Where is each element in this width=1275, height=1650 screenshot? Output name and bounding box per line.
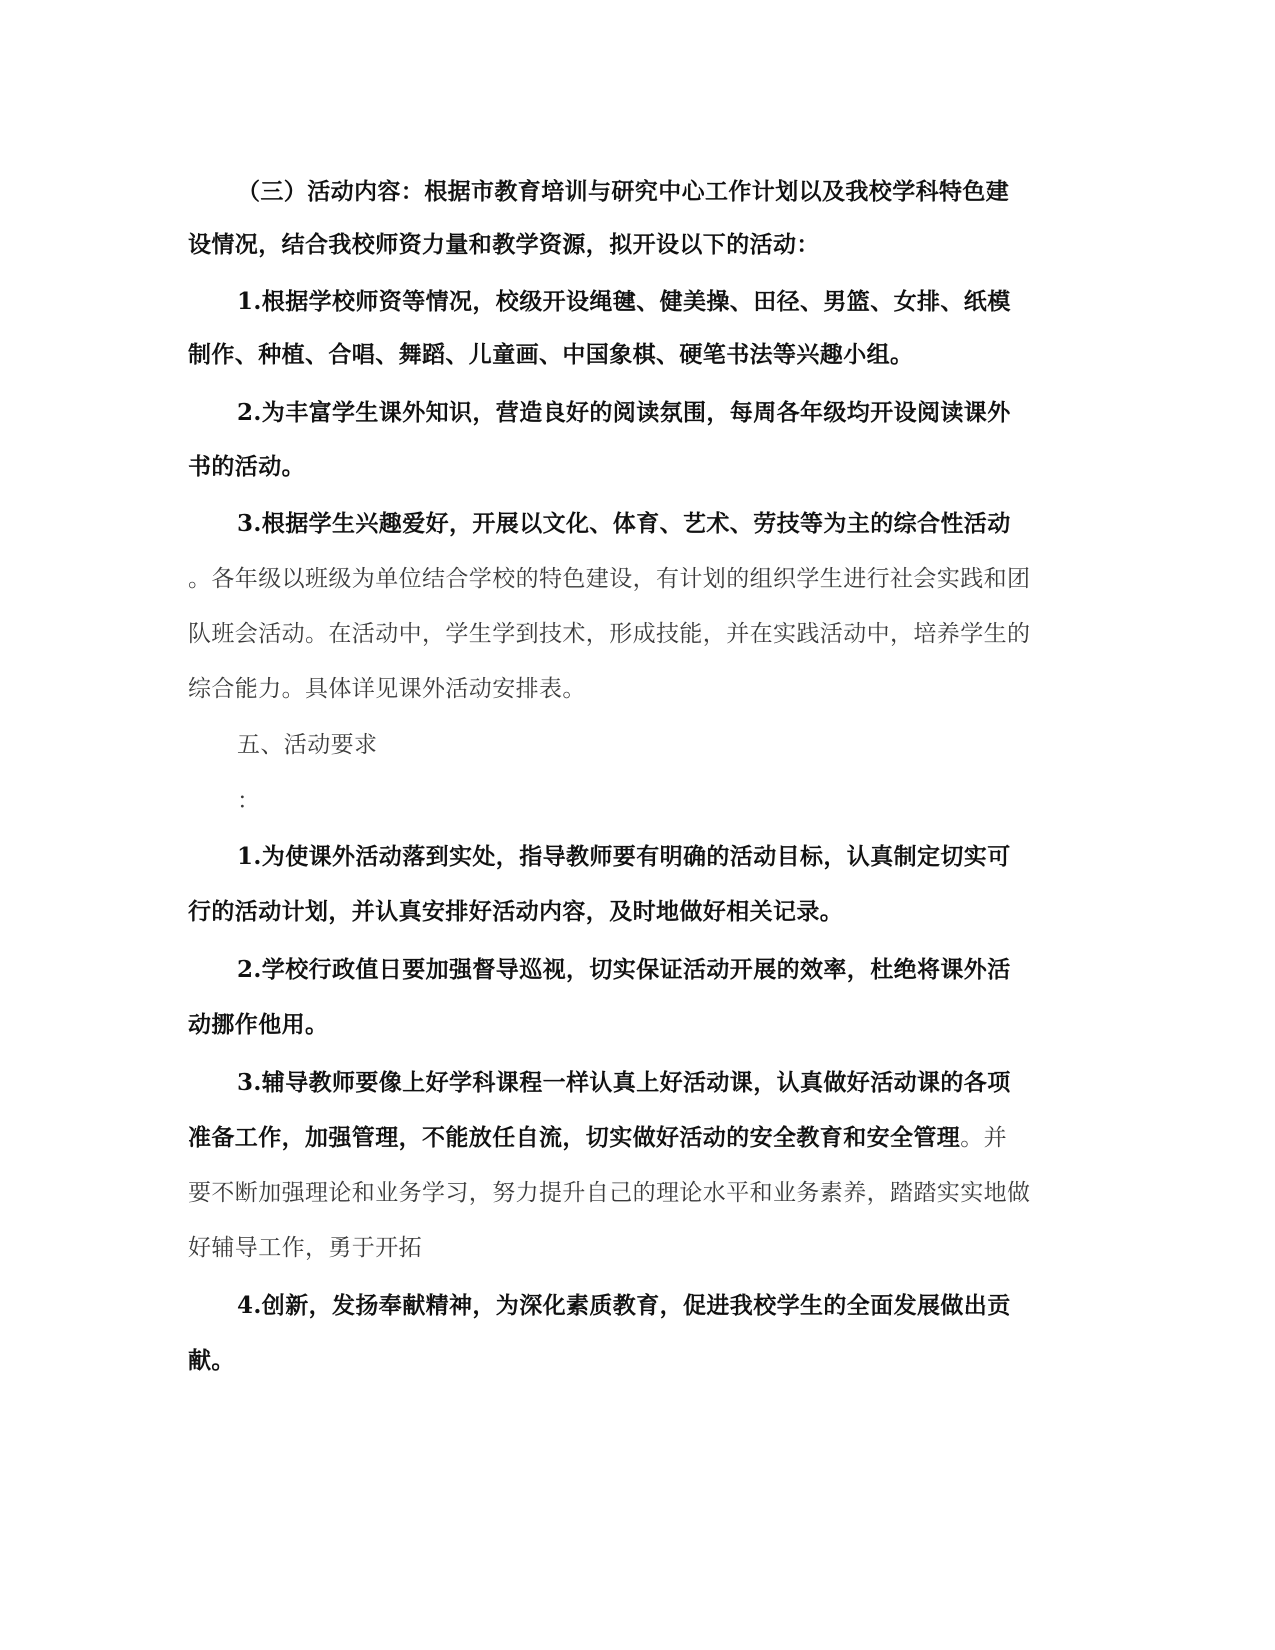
req-2-line-1: 2.学校行政值日要加强督导巡视，切实保证活动开展的效率，杜绝将课外活 — [237, 956, 1011, 983]
item-1-line-2: 制作、种植、合唱、舞蹈、儿童画、中国象棋、硬笔书法等兴趣小组。 — [188, 341, 914, 368]
item-3-line-4: 综合能力。具体详见课外活动安排表。 — [188, 676, 586, 702]
colon-line: ： — [237, 788, 261, 814]
item-2-line-2: 书的活动。 — [188, 453, 305, 480]
item-2-line-1: 2.为丰富学生课外知识，营造良好的阅读氛围，每周各年级均开设阅读课外 — [237, 399, 1011, 426]
paragraph-activity-content-line-2: 设情况，结合我校师资力量和教学资源，拟开设以下的活动： — [188, 231, 820, 258]
req-2-line-2: 动挪作他用。 — [188, 1011, 329, 1038]
req-4-line-1: 4.创新，发扬奉献精神，为深化素质教育，促进我校学生的全面发展做出贡 — [237, 1292, 1011, 1319]
item-1-line-1: 1.根据学校师资等情况，校级开设绳毽、健美操、田径、男篮、女排、纸模 — [237, 288, 1011, 315]
req-3-line-4: 好辅导工作，勇于开拓 — [188, 1235, 422, 1261]
req-4-line-2: 献。 — [188, 1347, 235, 1374]
item-3-line-3: 队班会活动。在活动中，学生学到技术，形成技能，并在实践活动中，培养学生的 — [188, 621, 1031, 647]
req-1-line-1: 1.为使课外活动落到实处，指导教师要有明确的活动目标，认真制定切实可 — [237, 843, 1011, 870]
req-3-line-2-bold: 准备工作，加强管理，不能放任自流，切实做好活动的安全教育和安全管理 — [188, 1124, 961, 1151]
paragraph-activity-content-line-1: （三）活动内容：根据市教育培训与研究中心工作计划以及我校学科特色建 — [237, 178, 1010, 205]
req-3-line-2 — [188, 1123, 1007, 1153]
req-1-line-2: 行的活动计划，并认真安排好活动内容，及时地做好相关记录。 — [188, 898, 844, 925]
item-3-line-2: 。各年级以班级为单位结合学校的特色建设，有计划的组织学生进行社会实践和团 — [188, 566, 1031, 592]
req-3-line-1: 3.辅导教师要像上好学科课程一样认真上好活动课，认真做好活动课的各项 — [237, 1069, 1011, 1096]
section-heading-requirements: 五、活动要求 — [237, 732, 378, 758]
req-3-line-2-light: 。并 — [960, 1125, 1008, 1151]
item-3-line-1: 3.根据学生兴趣爱好，开展以文化、体育、艺术、劳技等为主的综合性活动 — [237, 510, 1011, 537]
req-3-line-3: 要不断加强理论和业务学习，努力提升自己的理论水平和业务素养，踏踏实实地做 — [188, 1180, 1031, 1206]
